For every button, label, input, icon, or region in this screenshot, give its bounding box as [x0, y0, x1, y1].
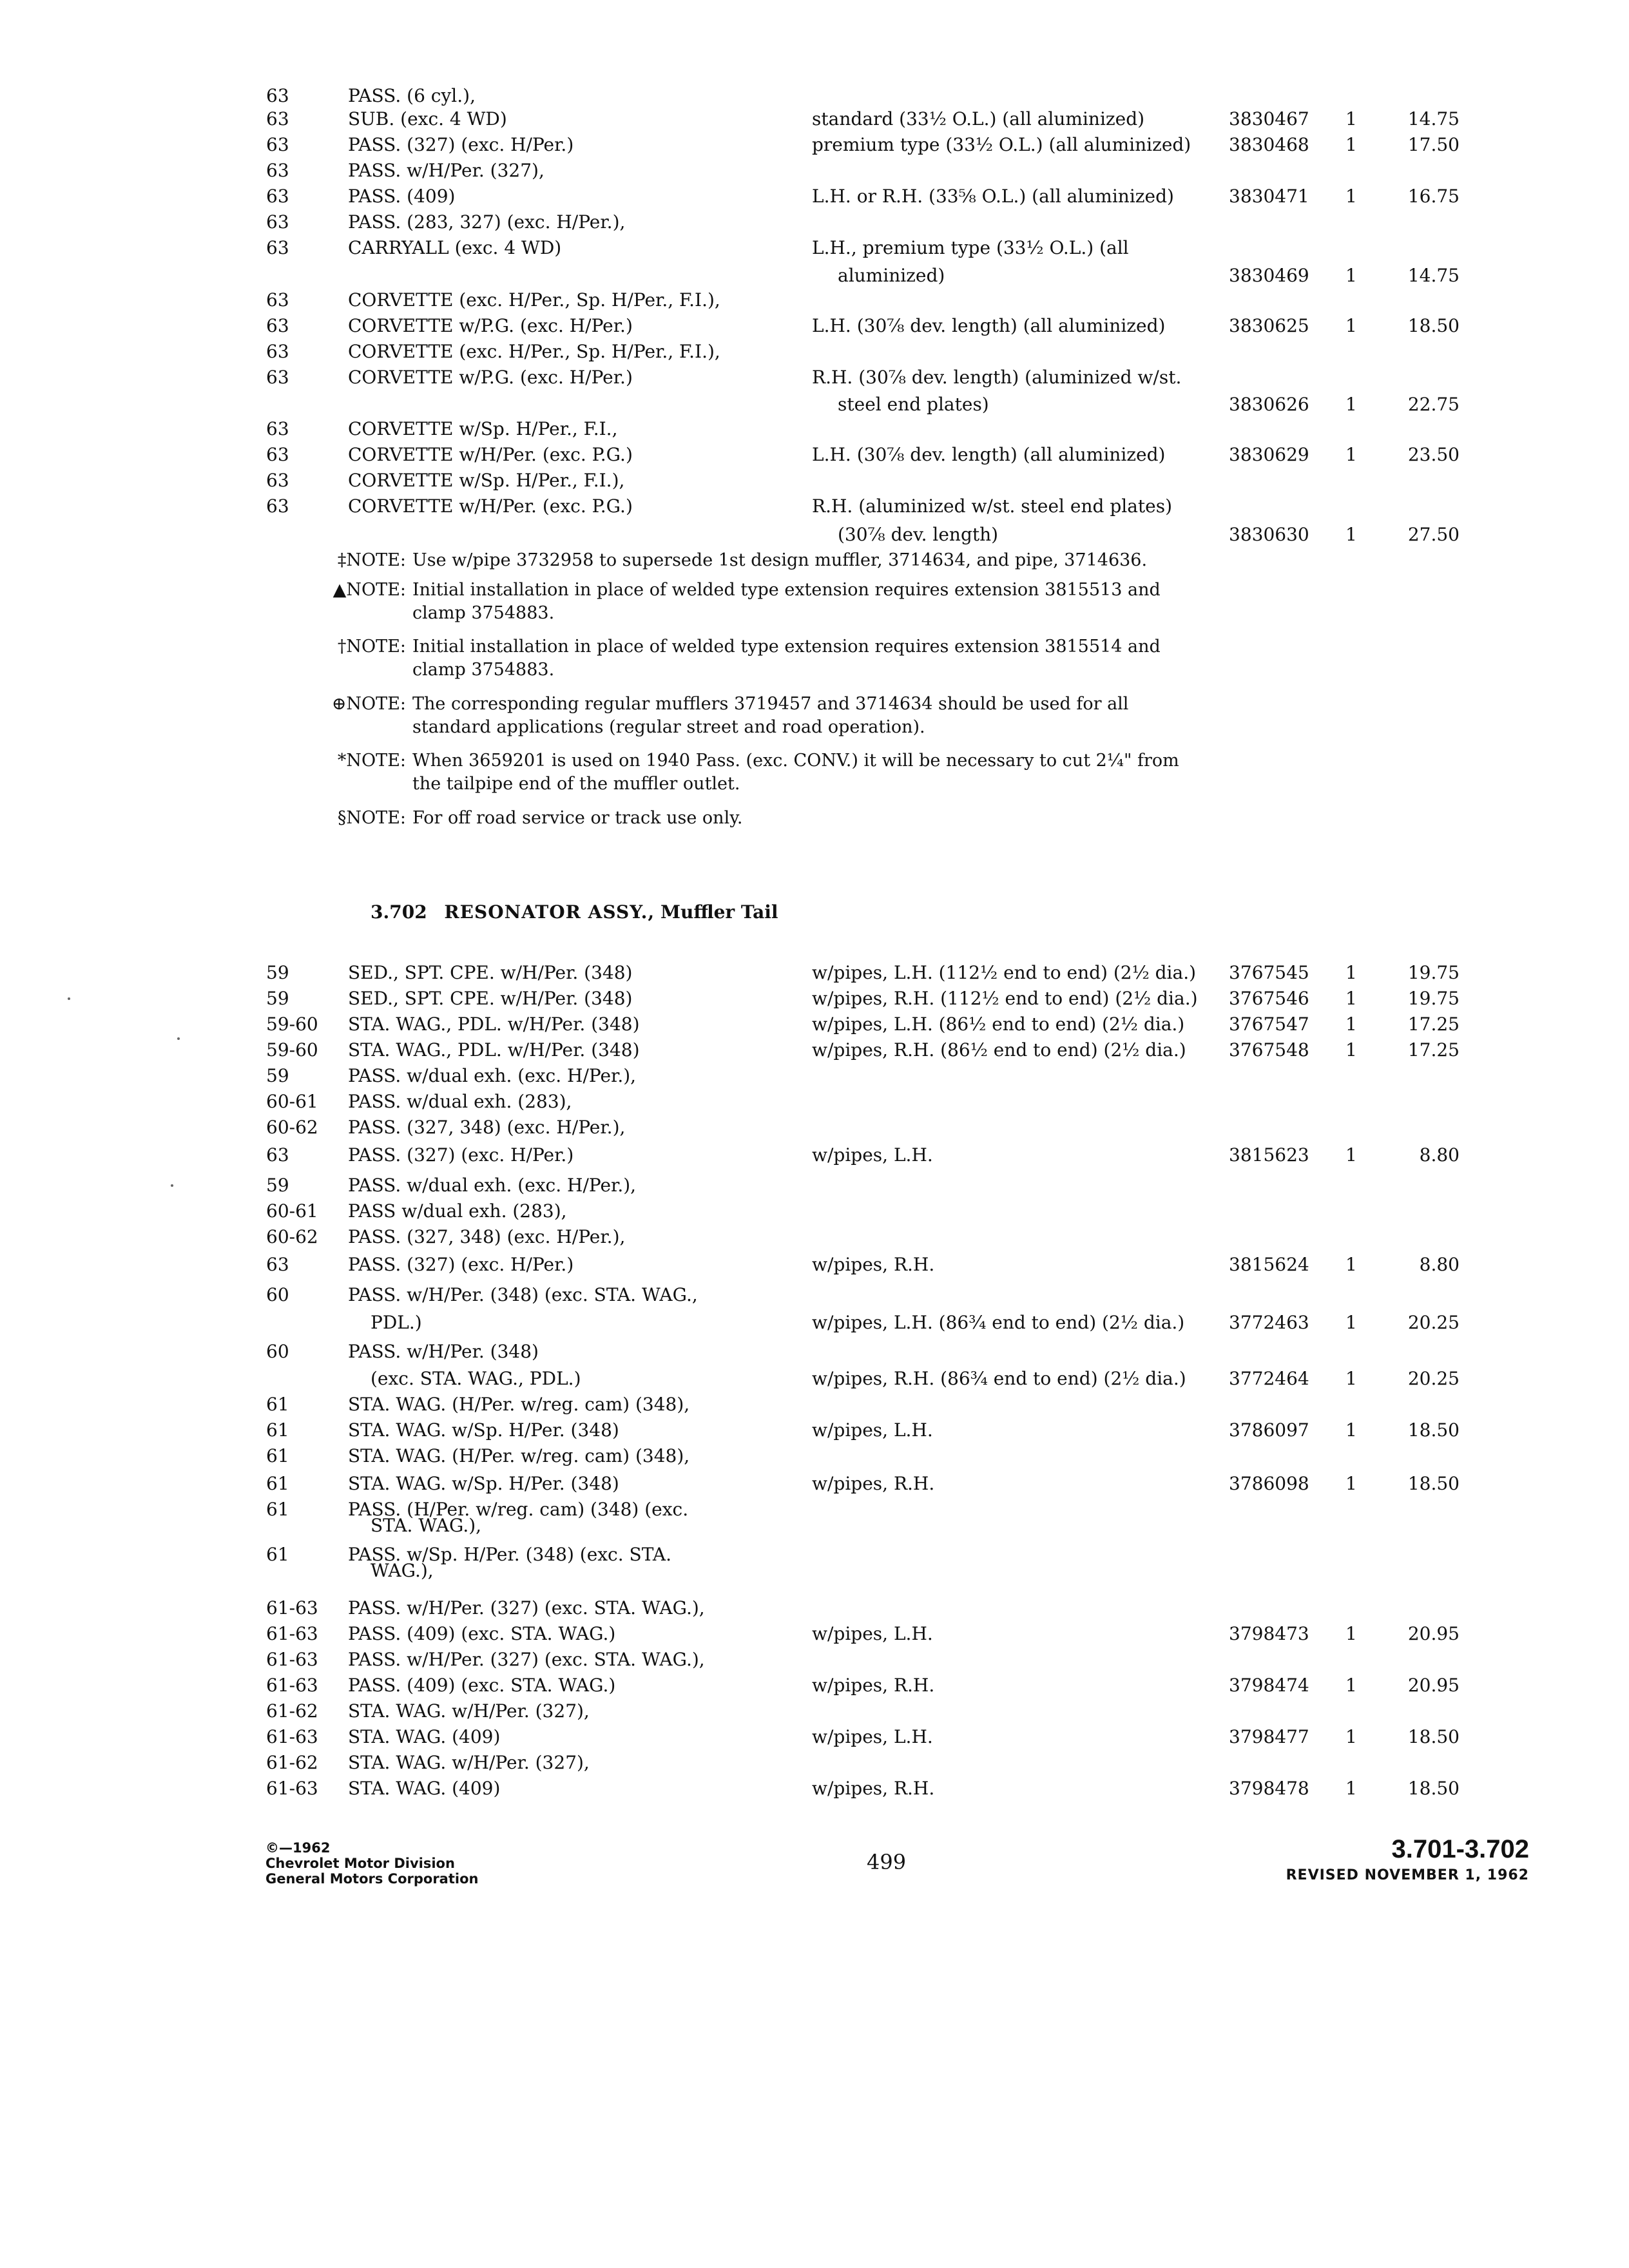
part-number-cell: 3767545 [1229, 962, 1309, 983]
model-cell: PASS. w/dual exh. (exc. H/Per.), [348, 1175, 637, 1196]
page-number: 499 [867, 1850, 907, 1874]
price-cell: 19.75 [1407, 988, 1460, 1009]
table-row [0, 314, 1629, 338]
table-row [0, 418, 1629, 441]
model-cell: CORVETTE w/P.G. (exc. H/Per.) [348, 315, 633, 336]
table-row [0, 1725, 1629, 1749]
year-cell: 63 [266, 444, 289, 465]
year-cell: 61 [266, 1445, 289, 1466]
part-number-cell: 3830471 [1229, 186, 1309, 207]
description-cell: w/pipes, L.H. [812, 1726, 933, 1747]
note [335, 549, 1231, 572]
price-cell: 23.50 [1407, 444, 1460, 465]
description-cell: w/pipes, L.H. (112½ end to end) (2½ dia.) [812, 962, 1197, 983]
table-row [0, 1144, 1629, 1167]
quantity-cell: 1 [1345, 444, 1357, 465]
scan-speck [171, 1184, 173, 1187]
model-cell: PASS. (283, 327) (exc. H/Per.), [348, 211, 626, 233]
table-row [0, 1253, 1629, 1276]
quantity-cell: 1 [1345, 962, 1357, 983]
table-row [0, 1648, 1629, 1671]
note-tag: *NOTE: [337, 751, 406, 771]
model-cell: PDL.) [371, 1312, 422, 1333]
table-row [0, 987, 1629, 1010]
table-row [0, 289, 1629, 312]
table-row [0, 1367, 1629, 1390]
quantity-cell: 1 [1345, 1419, 1357, 1441]
part-number-cell: 3767547 [1229, 1014, 1309, 1035]
price-cell: 14.75 [1407, 265, 1460, 286]
table-row [0, 211, 1629, 234]
year-cell: 61-63 [266, 1649, 318, 1670]
year-cell: 60-61 [266, 1091, 318, 1112]
table-row [0, 1597, 1629, 1620]
year-cell: 61-63 [266, 1675, 318, 1696]
year-cell: 63 [266, 186, 289, 207]
model-cell: STA. WAG. (409) [348, 1726, 501, 1747]
description-cell: L.H. (30⅞ dev. length) (all aluminized) [812, 444, 1166, 465]
model-cell: STA. WAG., PDL. w/H/Per. (348) [348, 1014, 640, 1035]
price-cell: 17.50 [1407, 134, 1460, 155]
model-cell: CARRYALL (exc. 4 WD) [348, 237, 562, 258]
price-cell: 20.25 [1407, 1312, 1460, 1333]
part-number-cell: 3798474 [1229, 1675, 1309, 1696]
model-cell: STA. WAG. w/H/Per. (327), [348, 1752, 590, 1773]
model-cell: CORVETTE w/P.G. (exc. H/Per.) [348, 367, 633, 388]
revised-date: REVISED NOVEMBER 1, 1962 [1286, 1867, 1529, 1883]
division: Chevrolet Motor Division [265, 1856, 455, 1871]
model-cell: CORVETTE w/H/Per. (exc. P.G.) [348, 495, 633, 517]
part-number-cell: 3798477 [1229, 1726, 1309, 1747]
table-row [0, 1472, 1629, 1495]
model-cell: STA. WAG. (409) [348, 1778, 501, 1799]
quantity-cell: 1 [1345, 1144, 1357, 1166]
note-tag: †NOTE: [337, 637, 406, 657]
table-row [0, 108, 1629, 131]
table-row [0, 443, 1629, 466]
table-row [0, 340, 1629, 363]
year-cell: 60 [266, 1284, 289, 1305]
table-row [0, 1013, 1629, 1036]
model-cell: (exc. STA. WAG., PDL.) [371, 1368, 581, 1389]
model-cell: CORVETTE w/H/Per. (exc. P.G.) [348, 444, 633, 465]
table-row [0, 523, 1629, 546]
quantity-cell: 1 [1345, 134, 1357, 155]
description-cell: w/pipes, R.H. [812, 1254, 935, 1275]
description-cell: w/pipes, R.H. (86¾ end to end) (2½ dia.) [812, 1368, 1186, 1389]
model-cell: SUB. (exc. 4 WD) [348, 108, 507, 130]
table-row [0, 1225, 1629, 1249]
model-cell: PASS. (327, 348) (exc. H/Per.), [348, 1226, 626, 1247]
quantity-cell: 1 [1345, 1473, 1357, 1494]
model-cell: CORVETTE (exc. H/Per., Sp. H/Per., F.I.), [348, 341, 720, 362]
part-number-cell: 3815623 [1229, 1144, 1309, 1166]
table-row [0, 495, 1629, 518]
price-cell: 20.25 [1407, 1368, 1460, 1389]
note [335, 635, 1231, 687]
note-text: Initial installation in place of welded type extension requires extension 3815514 and clamp 3754883. [412, 637, 1161, 680]
price-cell: 18.50 [1407, 315, 1460, 336]
section-number: 3.702 [371, 901, 427, 923]
part-number-cell: 3830630 [1229, 524, 1309, 545]
model-cell: PASS. (327) (exc. H/Per.) [348, 134, 574, 155]
quantity-cell: 1 [1345, 1778, 1357, 1799]
price-cell: 19.75 [1407, 962, 1460, 983]
description-cell: w/pipes, L.H. [812, 1419, 933, 1441]
quantity-cell: 1 [1345, 394, 1357, 415]
quantity-cell: 1 [1345, 1675, 1357, 1696]
year-cell: 63 [266, 470, 289, 491]
part-number-cell: 3830467 [1229, 108, 1309, 130]
model-cell: STA. WAG.), [371, 1515, 482, 1536]
part-number-cell: 3815624 [1229, 1254, 1309, 1275]
quantity-cell: 1 [1345, 988, 1357, 1009]
year-cell: 63 [266, 211, 289, 233]
model-cell: PASS. w/H/Per. (327) (exc. STA. WAG.), [348, 1649, 705, 1670]
description-cell: aluminized) [838, 265, 945, 286]
model-cell: PASS. w/H/Per. (327), [348, 160, 545, 181]
note [335, 749, 1231, 801]
note [331, 693, 1231, 744]
part-number-cell: 3830469 [1229, 265, 1309, 286]
year-cell: 59 [266, 1065, 289, 1086]
description-cell: standard (33½ O.L.) (all aluminized) [812, 108, 1145, 130]
part-number-cell: 3786098 [1229, 1473, 1309, 1494]
description-cell: w/pipes, L.H. (86¾ end to end) (2½ dia.) [812, 1312, 1185, 1333]
copyright: ©—1962 [265, 1840, 331, 1856]
table-row [0, 1200, 1629, 1223]
table-row [0, 1700, 1629, 1723]
quantity-cell: 1 [1345, 1312, 1357, 1333]
table-row [0, 1514, 1629, 1537]
table-row [0, 159, 1629, 182]
table-row [0, 469, 1629, 492]
year-cell: 59-60 [266, 1039, 318, 1061]
quantity-cell: 1 [1345, 1014, 1357, 1035]
year-cell: 63 [266, 160, 289, 181]
table-row [0, 1777, 1629, 1800]
table-row [0, 1622, 1629, 1646]
model-cell: PASS. (H/Per. w/reg. cam) (348) (exc. [348, 1499, 689, 1520]
quantity-cell: 1 [1345, 1254, 1357, 1275]
year-cell: 63 [266, 341, 289, 362]
description-cell: R.H. (30⅞ dev. length) (aluminized w/st. [812, 367, 1182, 388]
description-cell: steel end plates) [838, 394, 989, 415]
year-cell: 60-62 [266, 1117, 318, 1138]
part-number-cell: 3830626 [1229, 394, 1309, 415]
table-row [0, 1174, 1629, 1197]
price-cell: 20.95 [1407, 1675, 1460, 1696]
table-row [0, 1064, 1629, 1088]
model-cell: PASS. (409) (exc. STA. WAG.) [348, 1623, 616, 1644]
price-cell: 17.25 [1407, 1039, 1460, 1061]
note-text: The corresponding regular mufflers 3719457 and 3714634 should be used for all standard applications (regular street and road operation). [412, 694, 1129, 737]
table-row [0, 1559, 1629, 1582]
quantity-cell: 1 [1345, 315, 1357, 336]
model-cell: PASS. (409) [348, 186, 456, 207]
year-cell: 63 [266, 237, 289, 258]
year-cell: 63 [266, 134, 289, 155]
section-heading: RESONATOR ASSY., [444, 901, 655, 923]
description-cell: L.H. (30⅞ dev. length) (all aluminized) [812, 315, 1166, 336]
year-cell: 60-61 [266, 1200, 318, 1222]
model-cell: PASS. (409) (exc. STA. WAG.) [348, 1675, 616, 1696]
note-text: For off road service or track use only. [412, 808, 743, 828]
part-number-cell: 3830468 [1229, 134, 1309, 155]
description-cell: w/pipes, R.H. [812, 1473, 935, 1494]
table-row [0, 1419, 1629, 1442]
year-cell: 63 [266, 108, 289, 130]
model-cell: PASS. w/Sp. H/Per. (348) (exc. STA. [348, 1544, 671, 1565]
year-cell: 59 [266, 962, 289, 983]
table-row [0, 264, 1629, 287]
model-cell: STA. WAG. (H/Per. w/reg. cam) (348), [348, 1445, 690, 1466]
year-cell: 61-63 [266, 1597, 318, 1619]
year-cell: 63 [266, 289, 289, 311]
year-cell: 63 [266, 315, 289, 336]
description-cell: w/pipes, L.H. (86½ end to end) (2½ dia.) [812, 1014, 1185, 1035]
year-cell: 63 [266, 495, 289, 517]
table-row [0, 1674, 1629, 1697]
note [335, 579, 1231, 630]
note [335, 807, 1231, 830]
table-row [0, 185, 1629, 208]
part-number-cell: 3767546 [1229, 988, 1309, 1009]
section-subheading: Muffler Tail [660, 901, 778, 923]
year-cell: 61 [266, 1419, 289, 1441]
quantity-cell: 1 [1345, 1039, 1357, 1061]
model-cell: WAG.), [371, 1560, 434, 1581]
description-cell: w/pipes, L.H. [812, 1623, 933, 1644]
price-cell: 16.75 [1407, 186, 1460, 207]
table-row [0, 1393, 1629, 1416]
model-cell: STA. WAG. (H/Per. w/reg. cam) (348), [348, 1394, 690, 1415]
description-cell: R.H. (aluminized w/st. steel end plates) [812, 495, 1173, 517]
model-cell: PASS. (327) (exc. H/Per.) [348, 1144, 574, 1166]
price-cell: 18.50 [1407, 1778, 1460, 1799]
price-cell: 17.25 [1407, 1014, 1460, 1035]
model-cell: STA. WAG. w/Sp. H/Per. (348) [348, 1419, 619, 1441]
part-number-cell: 3830625 [1229, 315, 1309, 336]
price-cell: 14.75 [1407, 108, 1460, 130]
year-cell: 61 [266, 1473, 289, 1494]
description-cell: premium type (33½ O.L.) (all aluminized) [812, 134, 1191, 155]
part-number-cell: 3767548 [1229, 1039, 1309, 1061]
price-cell: 22.75 [1407, 394, 1460, 415]
price-cell: 20.95 [1407, 1623, 1460, 1644]
year-cell: 61 [266, 1394, 289, 1415]
note-text: Use w/pipe 3732958 to supersede 1st design muffler, 3714634, and pipe, 3714636. [412, 550, 1148, 570]
part-number-cell: 3772464 [1229, 1368, 1309, 1389]
year-cell: 61-62 [266, 1700, 318, 1722]
quantity-cell: 1 [1345, 265, 1357, 286]
year-cell: 61 [266, 1544, 289, 1565]
year-cell: 61-63 [266, 1623, 318, 1644]
description-cell: (30⅞ dev. length) [838, 524, 999, 545]
price-cell: 18.50 [1407, 1726, 1460, 1747]
section-title-3702 [371, 901, 778, 924]
note-tag: ‡NOTE: [337, 550, 406, 570]
section-range: 3.701-3.702 [1391, 1835, 1529, 1863]
note-tag: ▲NOTE: [333, 580, 406, 600]
part-number-cell: 3830629 [1229, 444, 1309, 465]
note-text: Initial installation in place of welded type extension requires extension 3815513 and clamp 3754883. [412, 580, 1161, 623]
model-cell: STA. WAG. w/H/Per. (327), [348, 1700, 590, 1722]
table-row [0, 1090, 1629, 1113]
model-cell: PASS. (6 cyl.), [348, 85, 476, 106]
quantity-cell: 1 [1345, 108, 1357, 130]
model-cell: CORVETTE (exc. H/Per., Sp. H/Per., F.I.), [348, 289, 720, 311]
scan-speck [177, 1037, 180, 1040]
year-cell: 59 [266, 1175, 289, 1196]
year-cell: 61-62 [266, 1752, 318, 1773]
quantity-cell: 1 [1345, 1726, 1357, 1747]
description-cell: w/pipes, R.H. (86½ end to end) (2½ dia.) [812, 1039, 1186, 1061]
year-cell: 60-62 [266, 1226, 318, 1247]
quantity-cell: 1 [1345, 186, 1357, 207]
quantity-cell: 1 [1345, 1623, 1357, 1644]
quantity-cell: 1 [1345, 524, 1357, 545]
description-cell: w/pipes, R.H. [812, 1675, 935, 1696]
model-cell: STA. WAG. w/Sp. H/Per. (348) [348, 1473, 619, 1494]
model-cell: PASS. w/dual exh. (283), [348, 1091, 572, 1112]
year-cell: 63 [266, 85, 289, 106]
model-cell: CORVETTE w/Sp. H/Per., F.I.), [348, 470, 625, 491]
price-cell: 8.80 [1419, 1254, 1460, 1275]
description-cell: w/pipes, R.H. (112½ end to end) (2½ dia.) [812, 988, 1198, 1009]
model-cell: PASS. w/H/Per. (348) (exc. STA. WAG., [348, 1284, 698, 1305]
table-row [0, 1283, 1629, 1307]
table-row [0, 1311, 1629, 1334]
part-number-cell: 3798473 [1229, 1623, 1309, 1644]
year-cell: 61-63 [266, 1778, 318, 1799]
year-cell: 63 [266, 367, 289, 388]
year-cell: 63 [266, 1254, 289, 1275]
model-cell: PASS w/dual exh. (283), [348, 1200, 567, 1222]
year-cell: 60 [266, 1341, 289, 1362]
year-cell: 63 [266, 418, 289, 439]
note-tag: §NOTE: [337, 808, 406, 828]
part-number-cell: 3798478 [1229, 1778, 1309, 1799]
model-cell: PASS. (327, 348) (exc. H/Per.), [348, 1117, 626, 1138]
description-cell: w/pipes, R.H. [812, 1778, 935, 1799]
model-cell: STA. WAG., PDL. w/H/Per. (348) [348, 1039, 640, 1061]
table-row [0, 236, 1629, 260]
table-row [0, 366, 1629, 389]
price-cell: 18.50 [1407, 1419, 1460, 1441]
year-cell: 59-60 [266, 1014, 318, 1035]
table-row [0, 84, 1629, 108]
description-cell: L.H., premium type (33½ O.L.) (all [812, 237, 1129, 258]
model-cell: PASS. w/H/Per. (327) (exc. STA. WAG.), [348, 1597, 705, 1619]
table-row [0, 133, 1629, 157]
description-cell: L.H. or R.H. (33⅝ O.L.) (all aluminized) [812, 186, 1174, 207]
table-row [0, 1751, 1629, 1774]
table-row [0, 393, 1629, 416]
year-cell: 59 [266, 988, 289, 1009]
corporation: General Motors Corporation [265, 1871, 479, 1887]
note-text: When 3659201 is used on 1940 Pass. (exc. CONV.) it will be necessary to cut 2¼" from the tailpipe end of the muffler outlet. [412, 751, 1179, 794]
table-row [0, 1445, 1629, 1468]
price-cell: 27.50 [1407, 524, 1460, 545]
model-cell: CORVETTE w/Sp. H/Per., F.I., [348, 418, 618, 439]
footer-publisher [265, 1840, 478, 1887]
price-cell: 18.50 [1407, 1473, 1460, 1494]
year-cell: 61 [266, 1499, 289, 1520]
model-cell: PASS. w/dual exh. (exc. H/Per.), [348, 1065, 637, 1086]
scan-speck [68, 997, 70, 1000]
table-row [0, 1116, 1629, 1139]
model-cell: SED., SPT. CPE. w/H/Per. (348) [348, 988, 633, 1009]
price-cell: 8.80 [1419, 1144, 1460, 1166]
note-tag: ⊕NOTE: [331, 694, 406, 714]
table-row [0, 1340, 1629, 1363]
model-cell: PASS. w/H/Per. (348) [348, 1341, 539, 1362]
part-number-cell: 3786097 [1229, 1419, 1309, 1441]
year-cell: 61-63 [266, 1726, 318, 1747]
year-cell: 63 [266, 1144, 289, 1166]
model-cell: SED., SPT. CPE. w/H/Per. (348) [348, 962, 633, 983]
description-cell: w/pipes, L.H. [812, 1144, 933, 1166]
quantity-cell: 1 [1345, 1368, 1357, 1389]
part-number-cell: 3772463 [1229, 1312, 1309, 1333]
model-cell: PASS. (327) (exc. H/Per.) [348, 1254, 574, 1275]
table-row [0, 961, 1629, 985]
table-row [0, 1039, 1629, 1062]
